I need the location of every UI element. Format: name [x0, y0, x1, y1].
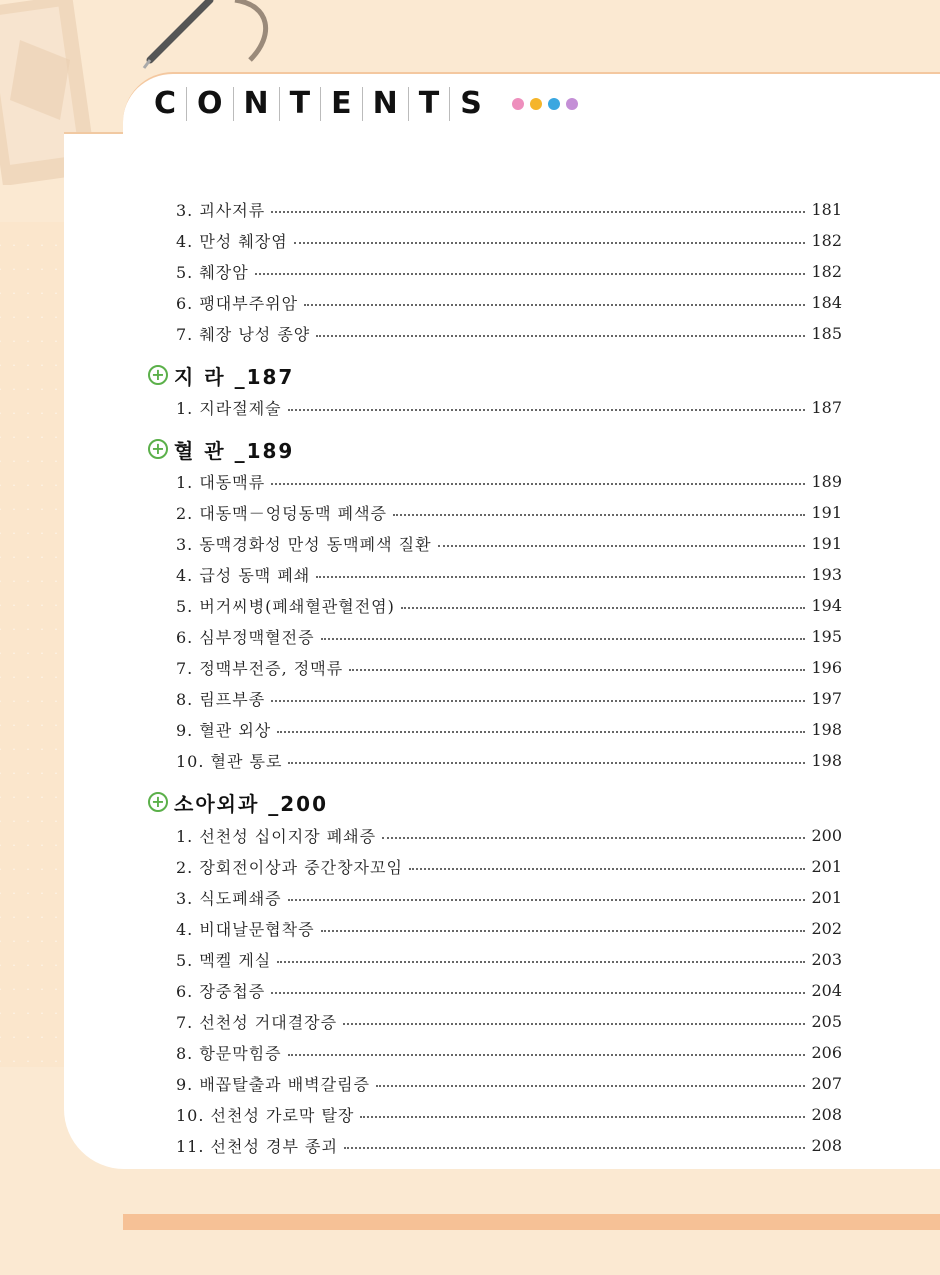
dot-leader — [288, 762, 805, 764]
title-letter: S — [449, 87, 492, 121]
page-number: 195 — [811, 626, 842, 646]
toc-entry[interactable] — [176, 917, 842, 939]
entry-label: 9. 혈관 외상 — [176, 720, 272, 740]
dot-leader — [376, 1085, 805, 1087]
dot-icon — [530, 98, 542, 110]
section-title: 혈 관 _189 — [174, 438, 295, 463]
background-pattern — [0, 222, 66, 1067]
page-number: 197 — [811, 688, 842, 708]
plus-circle-icon: + — [148, 365, 168, 385]
entry-label: 9. 배꼽탈출과 배벽갈림증 — [176, 1074, 370, 1094]
entry-label: 6. 심부정맥혈전증 — [176, 627, 315, 647]
page-number: 182 — [811, 230, 842, 250]
dot-leader — [438, 545, 806, 547]
title-letter: T — [408, 87, 449, 121]
page-number: 202 — [811, 918, 842, 938]
entry-label: 8. 항문막힘증 — [176, 1043, 282, 1063]
dot-leader — [316, 335, 805, 337]
toc-entry[interactable] — [176, 979, 842, 1001]
section-title: 지 라 _187 — [174, 364, 295, 389]
entry-label: 7. 췌장 낭성 종양 — [176, 324, 311, 344]
toc-entry[interactable] — [176, 470, 842, 492]
entry-label: 10. 선천성 가로막 탈장 — [176, 1105, 355, 1125]
entry-label: 11. 선천성 경부 종괴 — [176, 1136, 338, 1156]
toc-entry[interactable] — [176, 855, 842, 877]
pen-illustration — [140, 0, 280, 75]
dot-icon — [512, 98, 524, 110]
entry-label: 1. 지라절제술 — [176, 398, 282, 418]
dot-leader — [343, 1023, 805, 1025]
entry-label: 5. 췌장암 — [176, 262, 249, 282]
title-letter: N — [233, 87, 279, 121]
page-number: 206 — [811, 1042, 842, 1062]
page-number: 198 — [811, 750, 842, 770]
entry-label: 6. 장중첩증 — [176, 981, 266, 1001]
toc-entry[interactable] — [176, 687, 842, 709]
section-heading[interactable] — [148, 789, 328, 815]
toc-entry[interactable] — [176, 1103, 842, 1125]
dot-leader — [321, 930, 806, 932]
toc-entry[interactable] — [176, 1041, 842, 1063]
page-number: 191 — [811, 533, 842, 553]
page-number: 184 — [811, 292, 842, 312]
contents-title — [154, 86, 578, 122]
title-letter: C — [154, 86, 177, 121]
dot-leader — [382, 837, 805, 839]
entry-label: 3. 괴사저류 — [176, 200, 266, 220]
page-number: 189 — [811, 471, 842, 491]
toc-entry[interactable] — [176, 501, 842, 523]
entry-label: 1. 선천성 십이지장 폐쇄증 — [176, 826, 377, 846]
section-title: 소아외과 _200 — [174, 791, 328, 816]
page-number: 201 — [811, 887, 842, 907]
entry-label: 6. 팽대부주위암 — [176, 293, 299, 313]
entry-label: 4. 만성 췌장염 — [176, 231, 288, 251]
toc-entry[interactable] — [176, 594, 842, 616]
dot-icon — [566, 98, 578, 110]
toc-entry[interactable] — [176, 718, 842, 740]
page-number: 194 — [811, 595, 842, 615]
page-number: 181 — [811, 199, 842, 219]
plus-circle-icon: + — [148, 792, 168, 812]
entry-label: 10. 혈관 통로 — [176, 751, 283, 771]
dot-leader — [271, 211, 805, 213]
toc-entry[interactable] — [176, 656, 842, 678]
dot-leader — [288, 1054, 806, 1056]
dot-leader — [271, 700, 805, 702]
page-number: 193 — [811, 564, 842, 584]
toc-entry[interactable] — [176, 260, 842, 282]
toc-entry[interactable] — [176, 396, 842, 418]
dot-leader — [393, 514, 805, 516]
toc-entry[interactable] — [176, 1072, 842, 1094]
section-heading[interactable] — [148, 362, 294, 388]
dot-leader — [304, 304, 805, 306]
toc-entry[interactable] — [176, 563, 842, 585]
title-letter: N — [362, 87, 408, 121]
page-number: 182 — [811, 261, 842, 281]
page-number: 200 — [811, 825, 842, 845]
dot-leader — [271, 992, 805, 994]
page-number: 187 — [811, 397, 842, 417]
bottom-band — [123, 1214, 940, 1230]
page-number: 208 — [811, 1135, 842, 1155]
dot-leader — [409, 868, 806, 870]
toc-entry[interactable] — [176, 198, 842, 220]
toc-entry[interactable] — [176, 824, 842, 846]
toc-entry[interactable] — [176, 291, 842, 313]
dot-leader — [255, 273, 806, 275]
page-number: 207 — [811, 1073, 842, 1093]
toc-entry[interactable] — [176, 948, 842, 970]
entry-label: 4. 급성 동맥 폐쇄 — [176, 565, 311, 585]
page-number: 191 — [811, 502, 842, 522]
dot-leader — [349, 669, 805, 671]
title-letter: E — [320, 87, 362, 121]
toc-entry[interactable] — [176, 322, 842, 344]
page-number: 204 — [811, 980, 842, 1000]
title-letter: T — [279, 87, 320, 121]
plus-circle-icon: + — [148, 439, 168, 459]
entry-label: 5. 버거씨병(폐쇄혈관혈전염) — [176, 596, 395, 616]
dot-icon — [548, 98, 560, 110]
section-heading[interactable] — [148, 436, 294, 462]
title-letter: O — [186, 87, 233, 121]
page-number: 208 — [811, 1104, 842, 1124]
toc-entry[interactable] — [176, 1134, 842, 1156]
page-number: 201 — [811, 856, 842, 876]
page-number: 203 — [811, 949, 842, 969]
dot-leader — [321, 638, 806, 640]
dot-leader — [360, 1116, 805, 1118]
dot-leader — [401, 607, 806, 609]
page-number: 198 — [811, 719, 842, 739]
entry-label: 2. 장회전이상과 중간창자꼬임 — [176, 857, 403, 877]
toc-entry[interactable] — [176, 625, 842, 647]
entry-label: 3. 동맥경화성 만성 동맥폐색 질환 — [176, 534, 432, 554]
entry-label: 4. 비대날문협착증 — [176, 919, 315, 939]
toc-entry[interactable] — [176, 1010, 842, 1032]
entry-label: 3. 식도폐쇄증 — [176, 888, 282, 908]
page-number: 205 — [811, 1011, 842, 1031]
entry-label: 2. 대동맥－엉덩동맥 폐색증 — [176, 503, 387, 523]
entry-label: 5. 멕켈 게실 — [176, 950, 272, 970]
dot-leader — [277, 731, 805, 733]
page-number: 196 — [811, 657, 842, 677]
dot-leader — [277, 961, 805, 963]
entry-label: 8. 림프부종 — [176, 689, 266, 709]
decorative-dots — [512, 98, 578, 110]
toc-entry[interactable] — [176, 749, 842, 771]
dot-leader — [271, 483, 805, 485]
entry-label: 7. 선천성 거대결장증 — [176, 1012, 338, 1032]
page-number: 185 — [811, 323, 842, 343]
entry-label: 1. 대동맥류 — [176, 472, 266, 492]
dot-leader — [288, 899, 806, 901]
dot-leader — [288, 409, 806, 411]
toc-entry[interactable] — [176, 229, 842, 251]
dot-leader — [294, 242, 806, 244]
dot-leader — [344, 1147, 806, 1149]
toc-entry[interactable] — [176, 532, 842, 554]
dot-leader — [316, 576, 805, 578]
entry-label: 7. 정맥부전증, 정맥류 — [176, 658, 344, 678]
toc-entry[interactable] — [176, 886, 842, 908]
